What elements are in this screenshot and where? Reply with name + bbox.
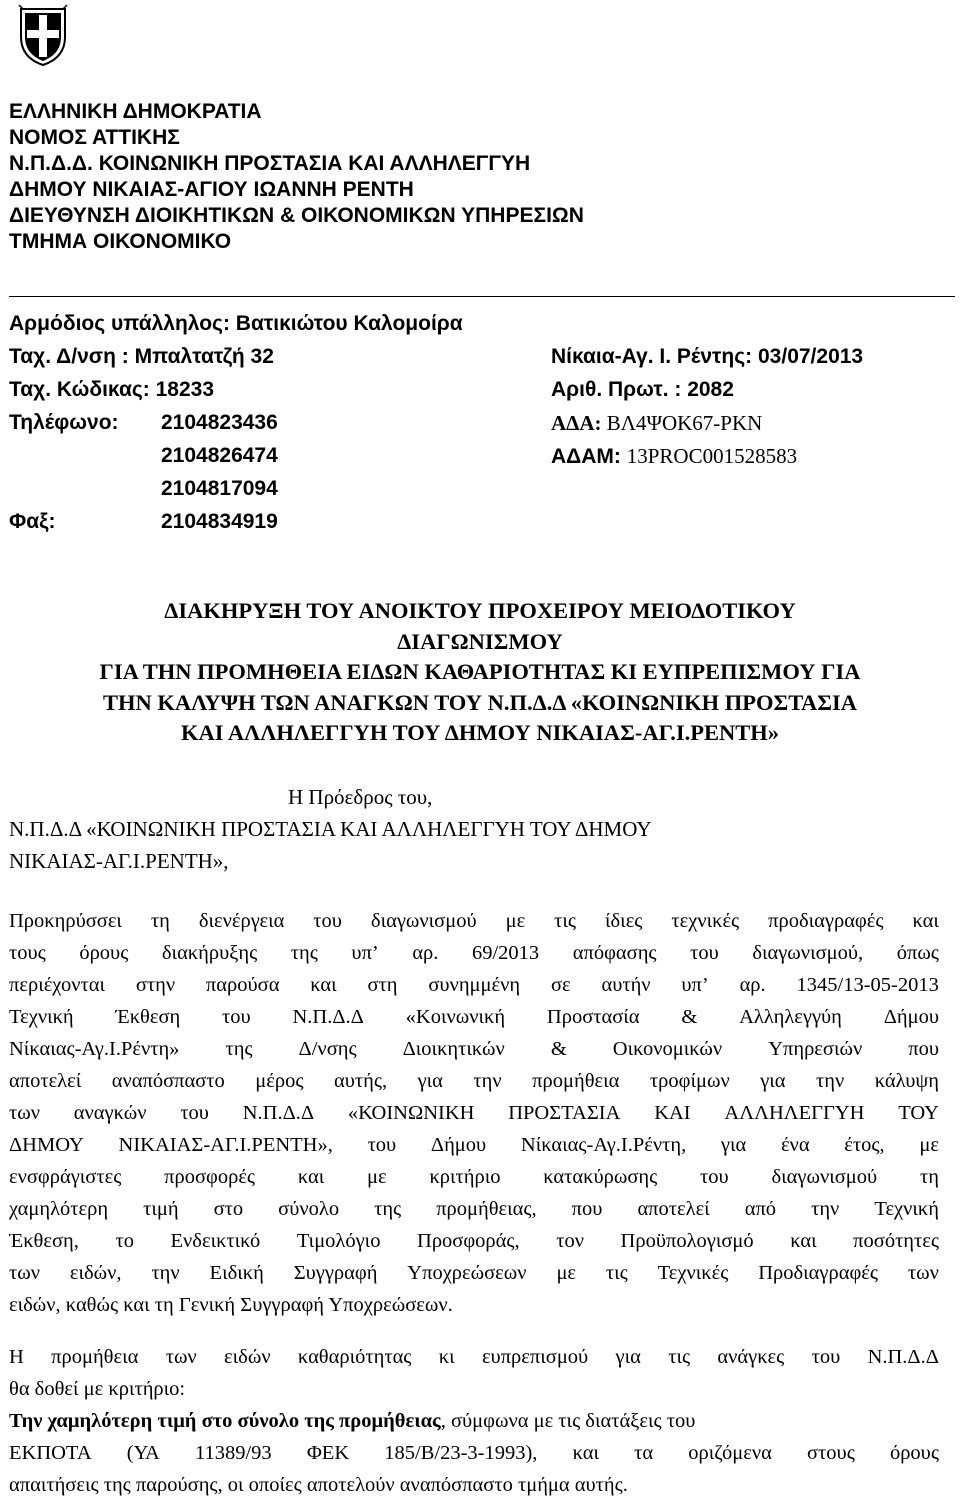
word: προδιαγραφές [768,910,884,932]
phone-row-2 [9,443,463,476]
word: με [367,1166,387,1188]
president-line-2: ΝΙΚΑΙΑΣ-ΑΓ.Ι.ΡΕΝΤΗ», [9,849,229,873]
word: «ΚΟΙΝΩΝΙΚΗ [347,1102,475,1124]
word: που [571,1198,603,1220]
paragraph-line [9,1161,939,1193]
word: του [700,1166,729,1188]
paragraph-line [9,1033,939,1065]
main-paragraph [9,905,939,1321]
word: τις [668,1346,691,1368]
phone-row-3 [9,476,463,509]
paragraph-line [9,1129,939,1161]
word: αρ. [739,974,766,996]
phone-label: Τηλέφωνο: [9,411,119,434]
word: ΦΕΚ [306,1442,350,1464]
word: Προϋπολογισμό [620,1230,754,1252]
word: σε [550,974,571,996]
word: ΑΛΛΗΛΕΓΓΥΗ [724,1102,865,1124]
document-meta [551,344,863,476]
criterion-line-2: θα δοθεί με κριτήριο: [9,1378,186,1400]
word: διακήρυξης [161,942,258,964]
word: για [760,1070,786,1092]
word: την [811,1198,840,1220]
word: όπως [896,942,939,964]
word: για [417,1070,443,1092]
president-heading: Η Πρόεδρος του, [288,785,433,809]
header-line-4: ΔΗΜΟΥ ΝΙΚΑΙΑΣ-ΑΓΙΟΥ ΙΩΑΝΝΗ ΡΕΝΤΗ [9,178,414,201]
president-block [9,781,652,877]
word: Προκηρύσσει [9,910,122,932]
word: για [720,1134,747,1156]
word: ένα [780,1134,810,1156]
paragraph-line [9,1065,939,1097]
word: με [919,1134,939,1156]
word: ειδών, [69,1262,122,1284]
word: Ειδική [209,1262,264,1284]
word: ποσότητες [853,1230,939,1252]
word: σύνολο [278,1198,340,1220]
word: παρούσα [205,974,280,996]
word: προσφορές [164,1166,256,1188]
word: του [690,942,719,964]
paragraph-line [9,1225,939,1257]
word: και [572,1442,599,1464]
word: & [550,1038,567,1060]
word: μέρος [255,1070,304,1092]
word: υπ’ [681,974,709,996]
postcode-line: Ταχ. Κώδικας: 18233 [9,378,214,401]
word: Τεχνικές [657,1262,729,1284]
word: και [912,910,939,932]
word: αναπόσπαστο [111,1070,225,1092]
word: Προστασία [546,1006,640,1028]
header-line-1: ΕΛΛΗΝΙΚΗ ΔΗΜΟΚΡΑΤΙΑ [9,100,262,123]
word: προμήθειας, [436,1198,537,1220]
word: Ενδεικτικό [170,1230,261,1252]
word: την [151,1262,180,1284]
word: με [505,910,526,932]
word: των [9,1102,41,1124]
word: και [297,1166,325,1188]
contact-block [9,311,463,542]
word: ενσφράγιστες [9,1166,122,1188]
paragraph-line [9,1097,939,1129]
greek-emblem-icon [17,3,69,67]
paragraph-line [9,969,939,1001]
word: Ν.Π.Δ.Δ [292,1006,364,1028]
word: τους [9,942,46,964]
word: 1345/13-05-2013 [796,974,939,996]
word: της [374,1198,402,1220]
word: διαγωνισμού [370,910,477,932]
criterion-line-3 [9,1405,939,1437]
word: κατακύρωσης [543,1166,658,1188]
adam-row [551,443,863,476]
title-line-5: ΚΑΙ ΑΛΛΗΛΕΓΓΥΗ ΤΟΥ ΔΗΜΟΥ ΝΙΚΑΙΑΣ-ΑΓ.Ι.ΡΕΝΤΗ» [181,720,779,745]
adam-label: ΑΔΑΜ: [551,445,627,468]
word: 11389/93 [194,1442,272,1464]
paragraph-line [9,1193,939,1225]
word: ειδών [224,1346,271,1368]
title-line-1: ΔΙΑΚΗΡΥΞΗ ΤΟΥ ΑΝΟΙΚΤΟΥ ΠΡΟΧΕΙΡΟΥ ΜΕΙΟΔΟΤΙΚΟΥ [164,598,796,623]
word: αποτελεί [9,1070,82,1092]
ada-value: ΒΛ4ΨΟΚ67-ΡΚΝ [606,411,763,435]
president-line-1: Ν.Π.Δ.Δ «ΚΟΙΝΩΝΙΚΗ ΠΡΟΣΤΑΣΙΑ ΚΑΙ ΑΛΛΗΛΕΓΓΥΗ ΤΟΥ ΔΗΜΟΥ [9,817,652,841]
word: (ΥΑ [126,1442,160,1464]
word: Διοικητικών [402,1038,505,1060]
word: και [790,1230,817,1252]
word: Προδιαγραφές [758,1262,879,1284]
word: Υπηρεσιών [768,1038,863,1060]
word: ΝΙΚΑΙΑΣ-ΑΓ.Ι.ΡΕΝΤΗ», [118,1134,333,1156]
header-line-5: ΔΙΕΥΘΥΝΣΗ ΔΙΟΙΚΗΤΙΚΩΝ & ΟΙΚΟΝΟΜΙΚΩΝ ΥΠΗΡΕΣΙΩΝ [9,204,584,227]
criterion-line-1 [9,1341,939,1373]
paragraph-line [9,905,939,937]
word: της [225,1038,253,1060]
word: 185/Β/23-3-1993), [384,1442,538,1464]
word: στη [367,974,398,996]
word: Ν.Π.Δ.Δ [242,1102,315,1124]
word: υπ’ [351,942,379,964]
word: τα [634,1442,654,1464]
word: αναγκών [73,1102,147,1124]
word: ευπρεπισμού [481,1346,589,1368]
word: Τιμολόγιο [296,1230,381,1252]
word: περιέχονται [9,974,105,996]
word: Τεχνική [9,1006,74,1028]
adam-value: 13PROC001528583 [626,444,798,468]
criterion-rest-text: , σύμφωνα με τις διατάξεις του [440,1410,696,1432]
word: ΚΑΙ [654,1102,691,1124]
word: διαγωνισμού, [752,942,864,964]
word: στους [807,1442,855,1464]
word: Συγγραφή [293,1262,378,1284]
paragraph-line: ειδών, καθώς και τη Γενική Συγγραφή Υποχρεώσεων. [9,1294,453,1316]
word: τη [919,1166,939,1188]
word: Αλληλεγγύη [739,1006,842,1028]
word: Η [9,1346,24,1368]
word: ίδιες [605,910,643,932]
word: διαγωνισμού [771,1166,878,1188]
word: προμήθεια [51,1346,139,1368]
word: καθαριότητας [297,1346,412,1368]
word: την [473,1070,502,1092]
word: Προσφοράς, [417,1230,520,1252]
criterion-line-5: απαιτήσεις της παρούσης, οι οποίες αποτελούν αναπόσπαστο τμήμα αυτής. [9,1474,628,1496]
fax-label: Φαξ: [9,510,56,533]
ada-row [551,410,863,443]
word: τη [150,910,170,932]
word: του [367,1134,397,1156]
word: του [313,910,342,932]
address-line: Ταχ. Δ/νση : Μπαλτατζή 32 [9,345,274,368]
word: κριτήριο [429,1166,501,1188]
word: οριζόμενα [688,1442,772,1464]
word: προμήθεια [532,1070,620,1092]
ada-label: ΑΔΑ: [551,411,607,435]
title-line-3: ΓΙΑ ΤΗΝ ΠΡΟΜΗΘΕΙΑ ΕΙΔΩΝ ΚΑΘΑΡΙΟΤΗΤΑΣ ΚΙ ΕΥΠΡΕΠΙΣΜΟΥ ΓΙΑ [99,659,861,684]
word: Τεχνική [874,1198,939,1220]
phone-number-2: 2104826474 [161,444,278,467]
word: Νίκαιας-Αγ.Ι.Ρέντη, [520,1134,687,1156]
word: την [816,1070,845,1092]
document-title [0,596,960,749]
word: «Κοινωνική [405,1006,506,1028]
title-line-2: ΔΙΑΓΩΝΙΣΜΟΥ [397,628,563,654]
word: διενέργεια [198,910,285,932]
word: Υποχρεώσεων [407,1262,527,1284]
phone-number-3: 2104817094 [161,477,278,500]
fax-row [9,509,463,542]
word: απόφασης [572,942,657,964]
word: τιμή [143,1198,179,1220]
word: των [165,1346,197,1368]
header-line-2: ΝΟΜΟΣ ΑΤΤΙΚΗΣ [9,126,180,149]
word: του [180,1102,209,1124]
word: ΠΡΟΣΤΑΣΙΑ [508,1102,621,1124]
word: των [907,1262,939,1284]
officer-line: Αρμόδιος υπάλληλος: Βατικιώτου Καλομοίρα [9,312,463,335]
criterion-paragraph [9,1341,939,1501]
word: Έκθεση [115,1006,181,1028]
phone-row-1 [9,410,463,443]
word: Έκθεση, [9,1230,79,1252]
word: με [556,1262,577,1284]
word: όρους [79,942,129,964]
word: ανάγκες [717,1346,785,1368]
word: και [310,974,337,996]
word: κι [438,1346,455,1368]
word: αυτής, [334,1070,388,1092]
word: συνημμένη [428,974,521,996]
fax-number: 2104834919 [161,510,278,533]
word: στην [135,974,176,996]
word: των [9,1262,41,1284]
word: Δήμου [883,1006,939,1028]
place-date: Νίκαια-Αγ. Ι. Ρέντης: 03/07/2013 [551,345,864,368]
paragraph-line [9,937,939,969]
word: αρ. [412,942,439,964]
word: για [615,1346,641,1368]
word: του [222,1006,251,1028]
word: της [290,942,318,964]
word: τεχνικές [671,910,740,932]
protocol-number: Αριθ. Πρωτ. : 2082 [551,378,734,401]
word: τον [556,1230,584,1252]
word: Δήμου [430,1134,487,1156]
criterion-bold-text: Την χαμηλότερη τιμή στο σύνολο της προμήθειας [9,1410,441,1432]
title-line-4: ΤΗΝ ΚΑΛΥΨΗ ΤΩΝ ΑΝΑΓΚΩΝ ΤΟΥ Ν.Π.Δ.Δ «ΚΟΙΝΩΝΙΚΗ ΠΡΟΣΤΑΣΙΑ [103,689,857,715]
word: τις [554,910,577,932]
word: Οικονομικών [612,1038,723,1060]
word: ΤΟΥ [898,1102,939,1124]
word: κάλυψη [874,1070,939,1092]
word: από [744,1198,777,1220]
header-line-6: ΤΜΗΜΑ ΟΙΚΟΝΟΜΙΚΟ [9,230,232,253]
word: αυτήν [601,974,651,996]
paragraph-line [9,1001,939,1033]
paragraph-line [9,1257,939,1289]
word: το [115,1230,134,1252]
word: Ν.Π.Δ.Δ [867,1346,939,1368]
word: του [811,1346,841,1368]
word: έτος, [844,1134,885,1156]
word: ΔΗΜΟΥ [9,1134,84,1156]
header-line-3: Ν.Π.Δ.Δ. ΚΟΙΝΩΝΙΚΗ ΠΡΟΣΤΑΣΙΑ ΚΑΙ ΑΛΛΗΛΕΓΓΥΗ [9,152,531,175]
word: ΕΚΠΟΤΑ [9,1442,92,1464]
authority-header [9,99,584,255]
header-divider [9,296,955,297]
word: τροφίμων [649,1070,730,1092]
phone-number-1: 2104823436 [161,411,278,434]
word: χαμηλότερη [9,1198,109,1220]
criterion-line-4 [9,1437,939,1469]
word: Δ/νσης [298,1038,357,1060]
word: 69/2013 [471,942,540,964]
word: Νίκαιας-Αγ.Ι.Ρέντη» [9,1038,180,1060]
word: όρους [889,1442,939,1464]
word: αποτελεί [637,1198,710,1220]
word: στο [213,1198,244,1220]
word: που [908,1038,939,1060]
word: τις [605,1262,628,1284]
word: & [681,1006,698,1028]
